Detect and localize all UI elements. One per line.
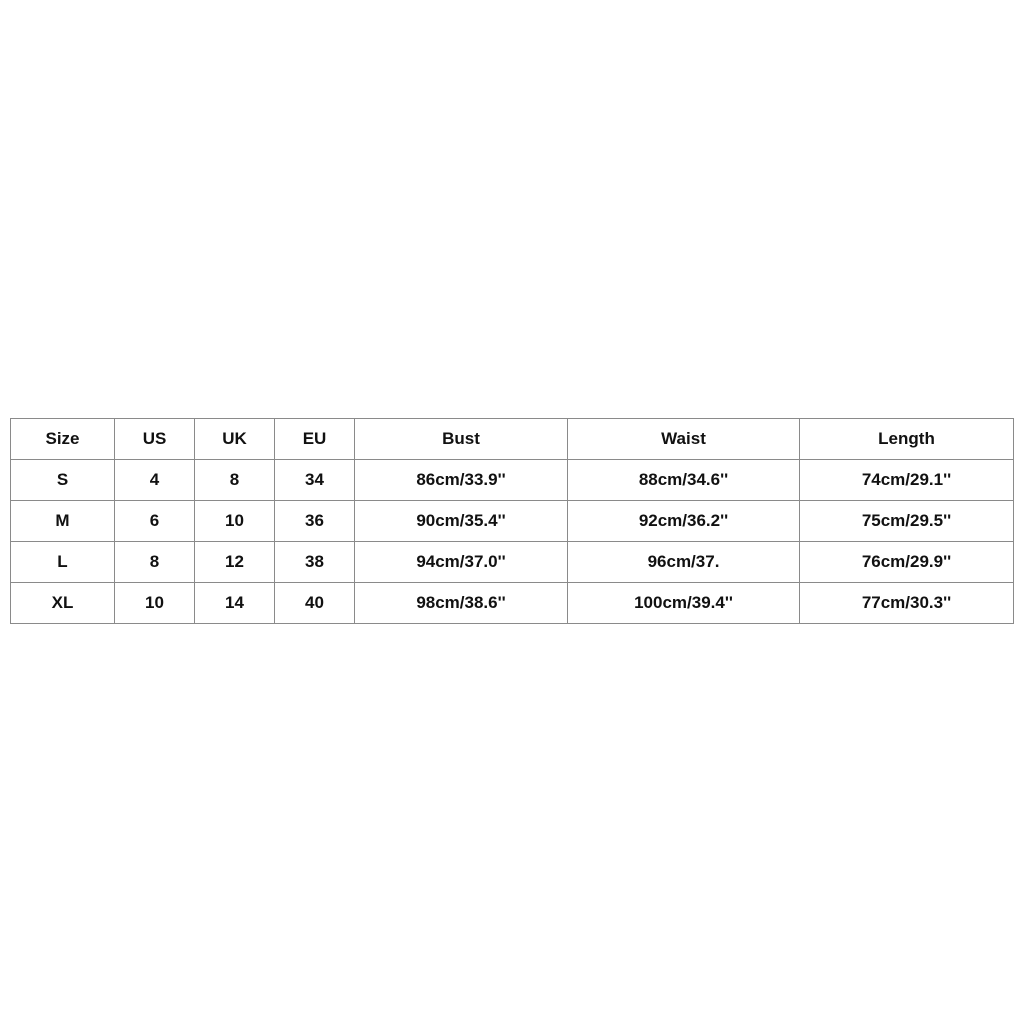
table-row	[11, 542, 1014, 583]
cell-size: XL	[11, 583, 115, 624]
cell-size: S	[11, 460, 115, 501]
header-uk: UK	[195, 419, 275, 460]
cell-eu: 34	[275, 460, 355, 501]
cell-us: 8	[115, 542, 195, 583]
cell-eu: 40	[275, 583, 355, 624]
cell-us: 6	[115, 501, 195, 542]
cell-eu: 38	[275, 542, 355, 583]
cell-length: 74cm/29.1''	[800, 460, 1014, 501]
header-size: Size	[11, 419, 115, 460]
header-waist: Waist	[568, 419, 800, 460]
cell-waist: 92cm/36.2''	[568, 501, 800, 542]
header-bust: Bust	[355, 419, 568, 460]
header-eu: EU	[275, 419, 355, 460]
cell-length: 77cm/30.3''	[800, 583, 1014, 624]
cell-waist: 88cm/34.6''	[568, 460, 800, 501]
size-chart-table	[10, 418, 1014, 624]
cell-waist: 96cm/37.	[568, 542, 800, 583]
table-header-row	[11, 419, 1014, 460]
cell-size: M	[11, 501, 115, 542]
cell-us: 4	[115, 460, 195, 501]
cell-uk: 10	[195, 501, 275, 542]
cell-bust: 90cm/35.4''	[355, 501, 568, 542]
cell-bust: 98cm/38.6''	[355, 583, 568, 624]
cell-bust: 86cm/33.9''	[355, 460, 568, 501]
table-row	[11, 583, 1014, 624]
table-row	[11, 460, 1014, 501]
header-length: Length	[800, 419, 1014, 460]
cell-size: L	[11, 542, 115, 583]
cell-bust: 94cm/37.0''	[355, 542, 568, 583]
cell-us: 10	[115, 583, 195, 624]
cell-length: 76cm/29.9''	[800, 542, 1014, 583]
cell-uk: 8	[195, 460, 275, 501]
cell-eu: 36	[275, 501, 355, 542]
table-row	[11, 501, 1014, 542]
cell-uk: 12	[195, 542, 275, 583]
cell-waist: 100cm/39.4''	[568, 583, 800, 624]
header-us: US	[115, 419, 195, 460]
cell-uk: 14	[195, 583, 275, 624]
cell-length: 75cm/29.5''	[800, 501, 1014, 542]
